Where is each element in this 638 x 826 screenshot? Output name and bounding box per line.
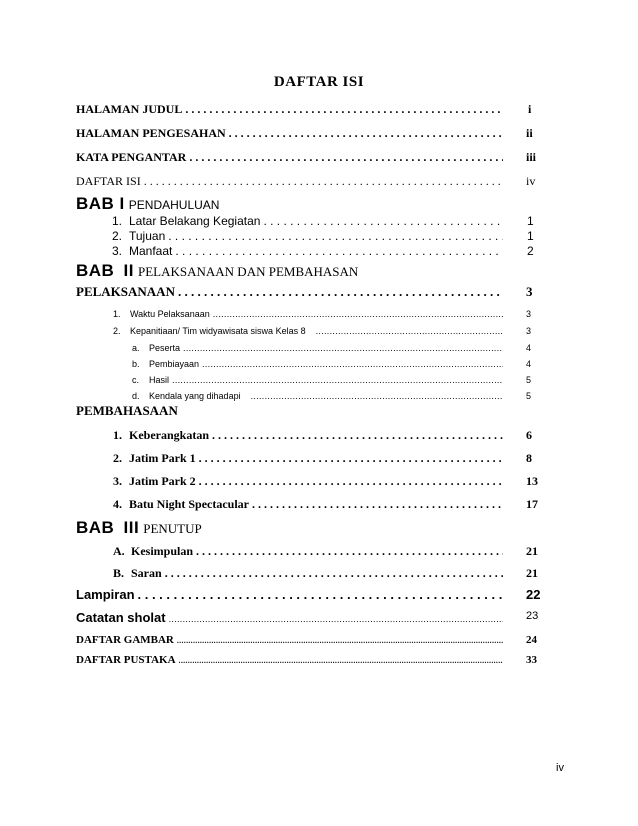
toc-page: 3: [526, 326, 532, 336]
chapter-label: BAB I: [76, 194, 125, 213]
toc-page: 24: [526, 634, 537, 646]
toc-entry-halaman-pengesahan: [76, 126, 533, 141]
toc-page: 5: [526, 375, 532, 385]
chapter-title: PELAKSANAAN DAN PEMBAHASAN: [138, 264, 359, 279]
toc-page: ii: [526, 126, 533, 140]
toc-entry-daftar-gambar: [76, 634, 537, 646]
toc-entry-kendala: d. Kendala yang dihadapi ..... 5: [132, 391, 506, 401]
chapter-label: BAB II: [76, 261, 134, 280]
toc-label: Lampiran: [76, 587, 135, 602]
toc-entry-latar-belakang: 1. Latar Belakang Kegiatan . . . 1: [112, 214, 506, 228]
chapter-title: PENUTUP: [143, 521, 202, 536]
toc-entry-waktu-pelaksanaan: 1. Waktu Pelaksanaan ..... 3: [113, 309, 506, 319]
toc-page: 1: [527, 214, 534, 228]
toc-entry-keberangkatan: 1. Keberangkatan . . . 6: [113, 428, 506, 443]
toc-entry-jatim-park-1: 2. Jatim Park 1 . . . 8: [113, 451, 506, 466]
toc-page: 22: [526, 587, 541, 602]
toc-label: DAFTAR GAMBAR: [76, 634, 174, 646]
toc-entry-lampiran: [76, 587, 541, 602]
toc-label: DAFTAR PUSTAKA: [76, 654, 176, 666]
page-number: iv: [556, 762, 564, 774]
chapter-heading-bab-3: [76, 518, 202, 538]
toc-label: Kendala yang dihadapi: [149, 391, 241, 401]
toc-label: Batu Night Spectacular: [129, 497, 249, 511]
toc-page: 23: [526, 610, 539, 622]
toc-label: Manfaat: [129, 244, 173, 258]
toc-label: KATA PENGANTAR: [76, 150, 187, 164]
toc-label: Kesimpulan: [131, 544, 194, 558]
toc-label: Jatim Park 1: [129, 451, 196, 465]
toc-label: Latar Belakang Kegiatan: [129, 214, 261, 228]
toc-page: 21: [526, 544, 538, 558]
toc-entry-pelaksanaan: [76, 284, 533, 300]
toc-page: iv: [526, 174, 536, 188]
toc-label: Saran: [131, 566, 162, 580]
toc-page: 8: [526, 451, 532, 465]
toc-entry-kepanitiaan: 2. Kepanitiaan/ Tim widyawisata siswa Kelas 8 ..... 3: [113, 326, 506, 336]
toc-entry-halaman-judul: [76, 102, 532, 117]
toc-page: 33: [526, 654, 537, 666]
page-title: DAFTAR ISI: [273, 74, 365, 90]
toc-page: 2: [527, 244, 534, 258]
toc-label: Pembiayaan: [149, 359, 200, 369]
toc-label: Hasil: [149, 375, 170, 385]
toc-entry-daftar-pustaka: [76, 654, 537, 666]
toc-label: Peserta: [149, 343, 181, 353]
toc-entry-kesimpulan: A. Kesimpulan . . . 21: [113, 544, 506, 559]
toc-page: 3: [526, 309, 532, 319]
toc-label: Tujuan: [129, 229, 166, 243]
toc-entry-daftar-isi: [76, 174, 536, 189]
chapter-heading-bab-2: [76, 261, 358, 281]
chapter-label: BAB III: [76, 518, 140, 537]
toc-page: i: [528, 102, 532, 116]
toc-page: 13: [526, 474, 538, 488]
toc-page: 17: [526, 497, 538, 511]
toc-label: Keberangkatan: [129, 428, 210, 442]
toc-entry-manfaat: 3. Manfaat . . . 2: [112, 244, 506, 258]
toc-entry-pembiayaan: b. Pembiayaan ..... 4: [132, 359, 506, 369]
chapter-heading-bab-1: [76, 194, 219, 214]
toc-entry-hasil: c. Hasil ..... 5: [132, 375, 506, 385]
toc-entry-batu-night-spectacular: 4. Batu Night Spectacular . . . 17: [113, 497, 506, 512]
toc-page: 4: [526, 359, 532, 369]
toc-entry-saran: B. Saran . . . 21: [113, 566, 506, 581]
toc-page: 21: [526, 566, 538, 580]
toc-entry-tujuan: 2. Tujuan . . . 1: [112, 229, 506, 243]
toc-label: HALAMAN JUDUL: [76, 102, 183, 116]
toc-label: Catatan sholat: [76, 610, 166, 625]
toc-label: HALAMAN PENGESAHAN: [76, 126, 226, 140]
toc-label: Jatim Park 2: [129, 474, 196, 488]
toc-label: Waktu Pelaksanaan: [130, 309, 210, 319]
toc-page: 6: [526, 428, 532, 442]
toc-entry-catatan-sholat: [76, 610, 539, 625]
toc-entry-jatim-park-2: 3. Jatim Park 2 . . . 13: [113, 474, 506, 489]
toc-label: PELAKSANAAN: [76, 284, 175, 299]
toc-page: 3: [526, 284, 533, 299]
section-heading-pembahasan: PEMBAHASAAN: [76, 403, 178, 418]
toc-label: DAFTAR ISI: [76, 174, 141, 188]
toc-page: 1: [527, 229, 534, 243]
toc-page: 5: [526, 391, 532, 401]
toc-entry-kata-pengantar: [76, 150, 537, 165]
toc-page: 4: [526, 343, 532, 353]
toc-label: Kepanitiaan/ Tim widyawisata siswa Kelas 8: [130, 326, 306, 336]
toc-entry-peserta: a. Peserta ..... 4: [132, 343, 506, 353]
toc-page: iii: [526, 150, 537, 164]
chapter-title: PENDAHULUAN: [128, 198, 220, 212]
